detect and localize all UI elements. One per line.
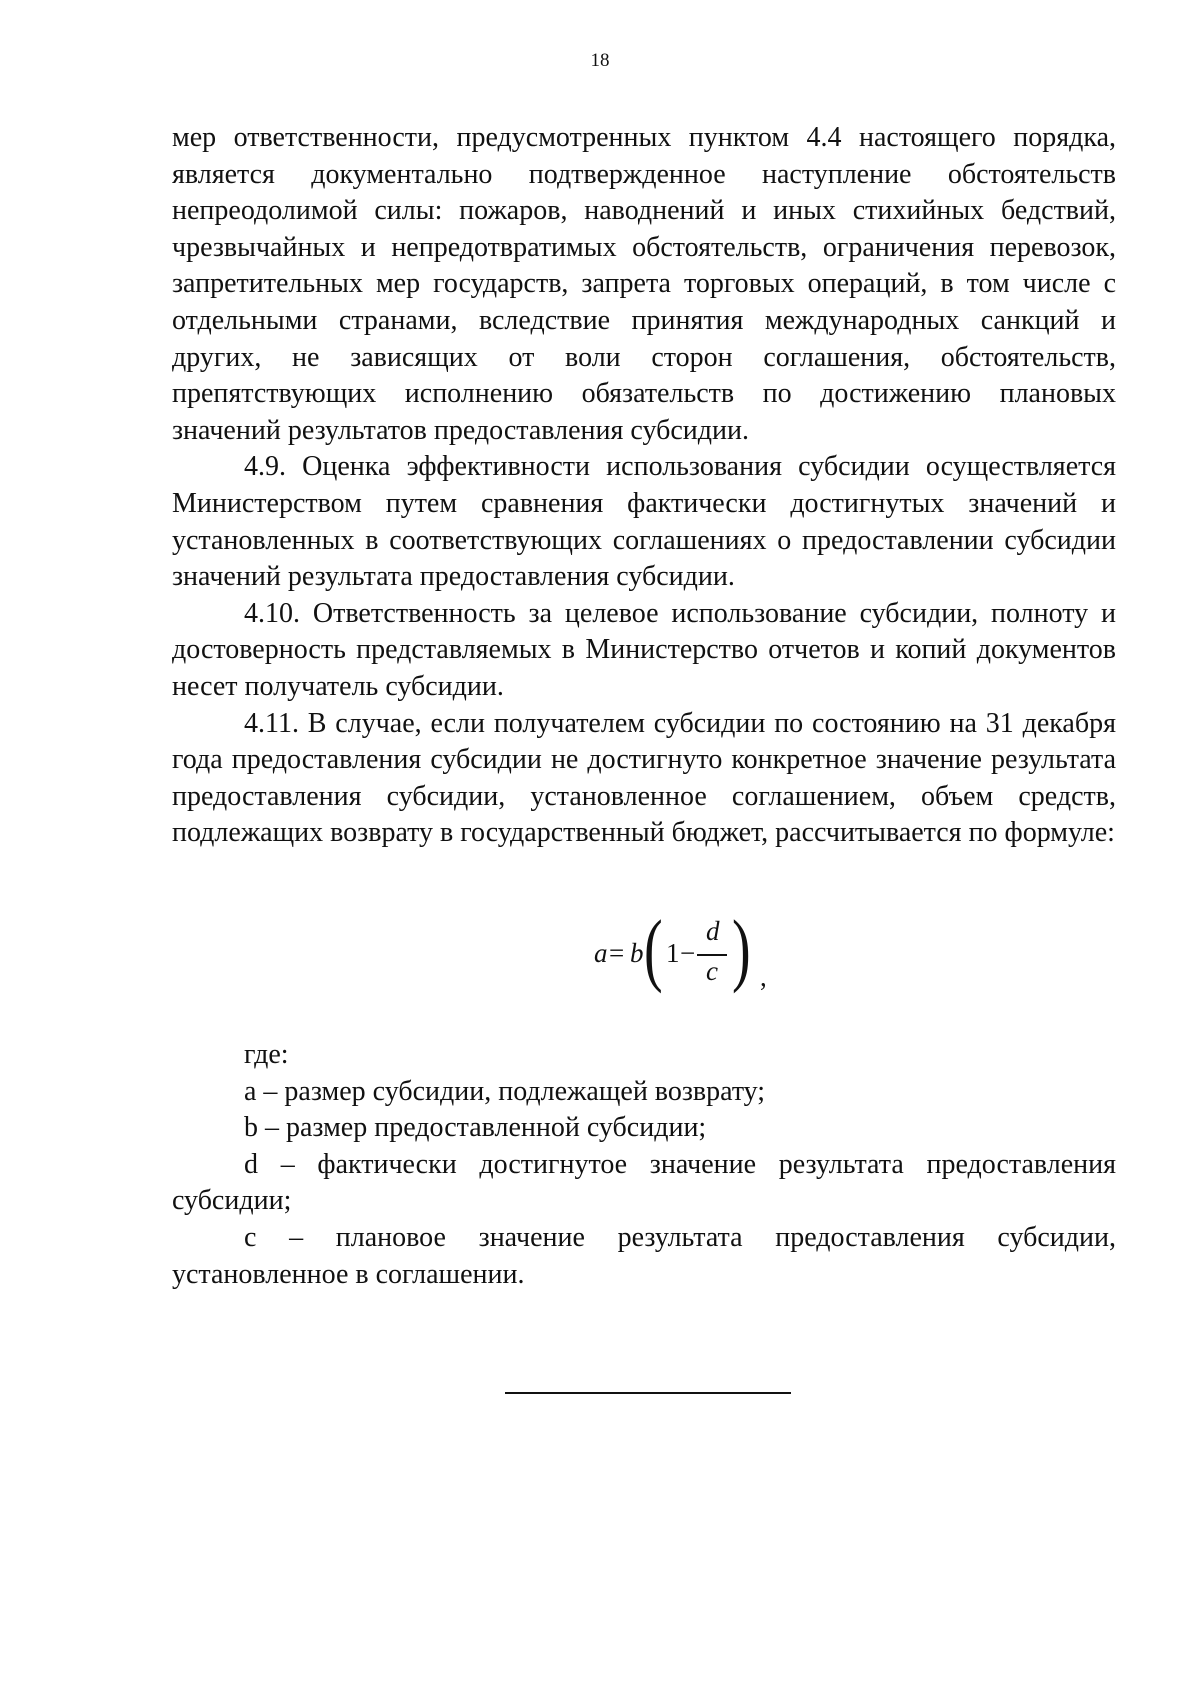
page-number: 18 [590,50,610,71]
definition-b: b – размер предоставленной субсидии; [244,1112,707,1144]
formula-left-paren: ( [644,905,663,995]
formula-var-b: b [630,938,644,968]
formula-minus: − [680,938,696,968]
definition-d: d – фактически достигнутое значение результата предоставления субсидии; [172,1148,1116,1217]
formula-denominator-c: c [706,956,718,986]
formula-equals: = [609,938,625,968]
formula-right-paren: ) [732,905,751,995]
definition-a: a – размер субсидии, подлежащей возврату; [244,1075,766,1107]
end-divider-line [505,1392,791,1394]
definition-c: c – плановое значение результата предоставления субсидии, установленное в соглашении. [172,1221,1116,1290]
paragraph-4-10: 4.10. Ответственность за целевое использование субсидии, полноту и достоверность представляемых в Министерство отчетов и копий документов несет получатель субсидии. [172,597,1116,702]
paragraph-4-9: 4.9. Оценка эффективности использования субсидии осуществляется Министерством путем сравнения фактически достигнутых значений и установленных в соответствующих соглашениях о предоставлении субсидии значений результата предоставления субсидии. [172,451,1116,593]
paragraph-4-11: 4.11. В случае, если получателем субсидии по состоянию на 31 декабря года предоставления субсидии не достигнуто конкретное значение результата предоставления субсидии, установленное соглашением, объем средств, подлежащих возврату в государственный бюджет, рассчитывается по формуле: [172,707,1116,849]
paragraph-liability-exemption: мер ответственности, предусмотренных пунктом 4.4 настоящего порядка, является документально подтвержденное наступление обстоятельств непреодолимой силы: пожаров, наводнений и иных стихийных бедствий, чрезвычайных и непредотвратимых обстоятельств, ограничения перевозок, запретительных мер государств, запрета торговых операций, в том числе с отдельными странами, вследствие принятия международных санкций и других, не зависящих от воли сторон соглашения, обстоятельств, препятствующих исполнению обязательств по достижению плановых значений результатов предоставления субсидии. [172,122,1116,446]
definitions-where: где: [244,1039,289,1070]
main-text [172,120,1116,852]
formula-var-a: a [594,938,608,968]
formula-definitions [172,1037,1116,1293]
formula-one: 1 [666,938,680,968]
formula-comma: , [760,962,767,992]
formula-numerator-d: d [706,916,720,946]
refund-formula [594,905,814,996]
